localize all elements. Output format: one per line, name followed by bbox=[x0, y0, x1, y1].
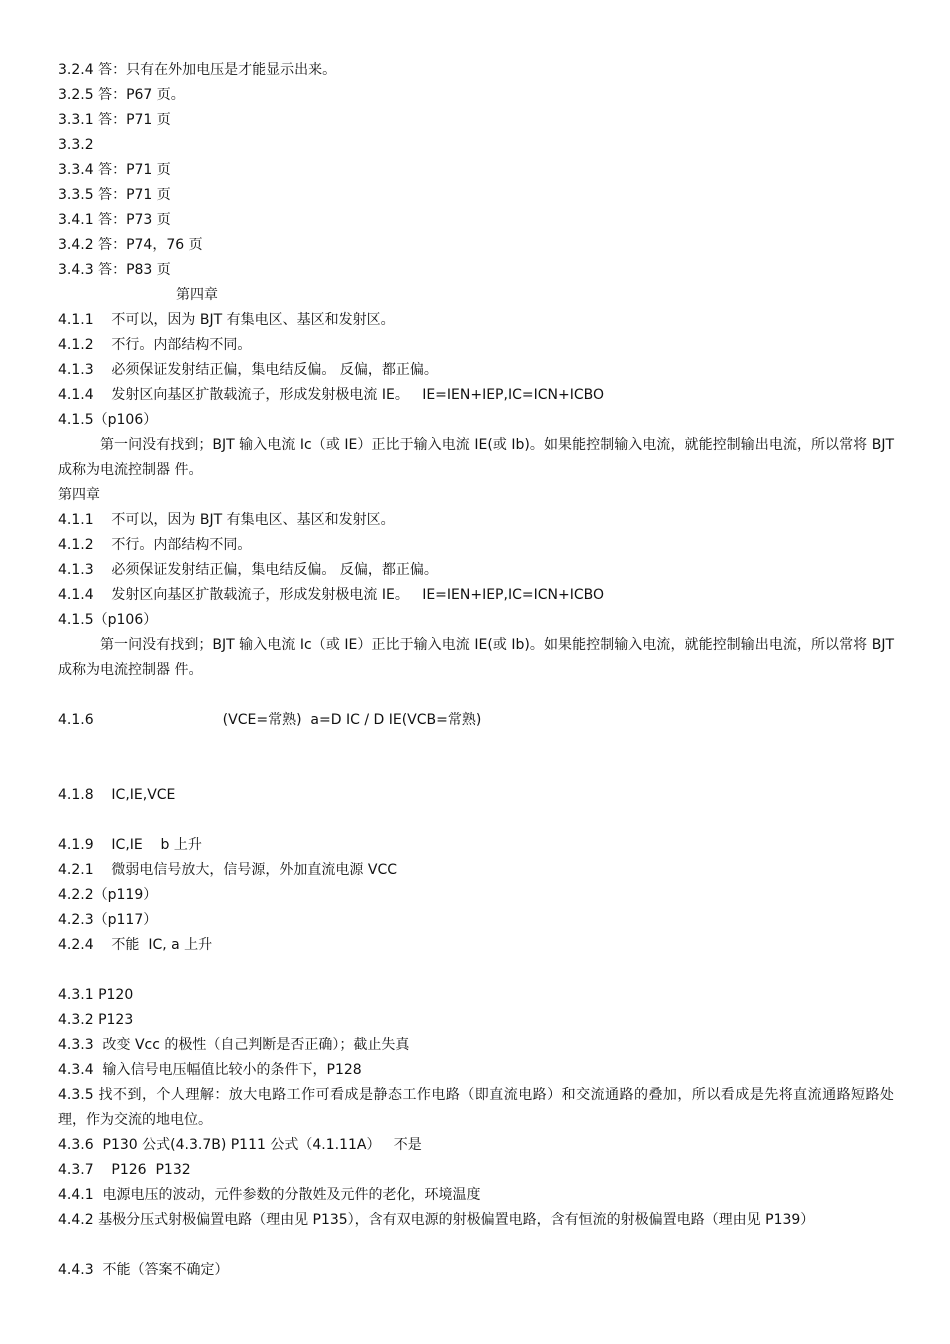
answer-line: 3.4.1 答：P73 页 bbox=[58, 212, 171, 228]
answer-line: 3.3.5 答：P71 页 bbox=[58, 187, 171, 203]
answer-line: 4.1.3 必须保证发射结正偏，集电结反偏。 反偏，都正偏。 bbox=[58, 562, 438, 578]
answer-line: 4.3.1 P120 bbox=[58, 987, 134, 1003]
answer-line: 4.3.2 P123 bbox=[58, 1012, 134, 1028]
answer-line: 4.3.6 P130 公式(4.3.7B) P111 公式（4.1.11A） 不是 bbox=[58, 1137, 422, 1153]
answer-line: 4.1.5（p106） bbox=[58, 412, 158, 428]
answer-line: 4.4.1 电源电压的波动，元件参数的分散姓及元件的老化，环境温度 bbox=[58, 1187, 481, 1203]
answer-line: 4.1.8 IC,IE,VCE bbox=[58, 787, 176, 803]
answer-line: 4.1.2 不行。内部结构不同。 bbox=[58, 337, 252, 353]
answer-paragraph: 4.4.2 基极分压式射极偏置电路（理由见 P135），含有双电源的射极偏置电路，含有恒流的射极偏置电路（理由见 P139） bbox=[58, 1212, 815, 1228]
answer-line: 3.2.5 答：P67 页。 bbox=[58, 87, 185, 103]
answer-line: 4.1.3 必须保证发射结正偏，集电结反偏。 反偏，都正偏。 bbox=[58, 362, 438, 378]
answer-line: 3.3.2 bbox=[58, 137, 94, 153]
answer-line: 4.1.5（p106） bbox=[58, 612, 158, 628]
answer-line: 4.2.2（p119） bbox=[58, 887, 158, 903]
answer-line: 4.2.1 微弱电信号放大，信号源，外加直流电源 VCC bbox=[58, 862, 397, 878]
answer-line: 4.2.3（p117） bbox=[58, 912, 158, 928]
answer-paragraph: 第一问没有找到；BJT 输入电流 Ic（或 IE）正比于输入电流 IE(或 Ib)。如果能控制输入电流，就能控制输出电流，所以常将 BJT 成称为电流控制器 件。 bbox=[58, 637, 894, 678]
answer-line: 4.1.4 发射区向基区扩散载流子，形成发射极电流 IE。 IE=IEN+IEP,IC=ICN+ICBO bbox=[58, 387, 604, 403]
answer-line: 4.1.2 不行。内部结构不同。 bbox=[58, 537, 252, 553]
chapter-heading: 第四章 bbox=[176, 287, 218, 303]
answer-line: 3.2.4 答：只有在外加电压是才能显示出来。 bbox=[58, 62, 337, 78]
answer-line: 4.2.4 不能 IC, a 上升 bbox=[58, 937, 213, 953]
answer-line: 4.1.4 发射区向基区扩散载流子，形成发射极电流 IE。 IE=IEN+IEP,IC=ICN+ICBO bbox=[58, 587, 604, 603]
answer-line: 4.4.3 不能（答案不确定） bbox=[58, 1262, 229, 1278]
answer-paragraph: 第一问没有找到；BJT 输入电流 Ic（或 IE）正比于输入电流 IE(或 Ib)。如果能控制输入电流，就能控制输出电流，所以常将 BJT 成称为电流控制器 件。 bbox=[58, 437, 894, 478]
answer-paragraph: 4.3.5 找不到，个人理解：放大电路工作可看成是静态工作电路（即直流电路）和交流通路的叠加，所以看成是先将直流通路短路处理，作为交流的地电位。 bbox=[58, 1087, 894, 1128]
answer-line: 4.1.9 IC,IE b 上升 bbox=[58, 837, 202, 853]
answer-line: 4.1.6 (VCE=常熟) a=D IC / D IE(VCB=常熟) bbox=[58, 712, 482, 728]
answer-line: 3.4.2 答：P74，76 页 bbox=[58, 237, 203, 253]
answer-line: 4.1.1 不可以，因为 BJT 有集电区、基区和发射区。 bbox=[58, 512, 395, 528]
answer-line: 4.3.4 输入信号电压幅值比较小的条件下，P128 bbox=[58, 1062, 362, 1078]
answer-line: 3.4.3 答：P83 页 bbox=[58, 262, 171, 278]
answer-line: 4.3.7 P126 P132 bbox=[58, 1162, 191, 1178]
answer-line: 3.3.1 答：P71 页 bbox=[58, 112, 171, 128]
answer-line: 4.1.1 不可以，因为 BJT 有集电区、基区和发射区。 bbox=[58, 312, 395, 328]
chapter-heading: 第四章 bbox=[58, 487, 100, 503]
answer-line: 3.3.4 答：P71 页 bbox=[58, 162, 171, 178]
answer-line: 4.3.3 改变 Vcc 的极性（自己判断是否正确）；截止失真 bbox=[58, 1037, 410, 1053]
